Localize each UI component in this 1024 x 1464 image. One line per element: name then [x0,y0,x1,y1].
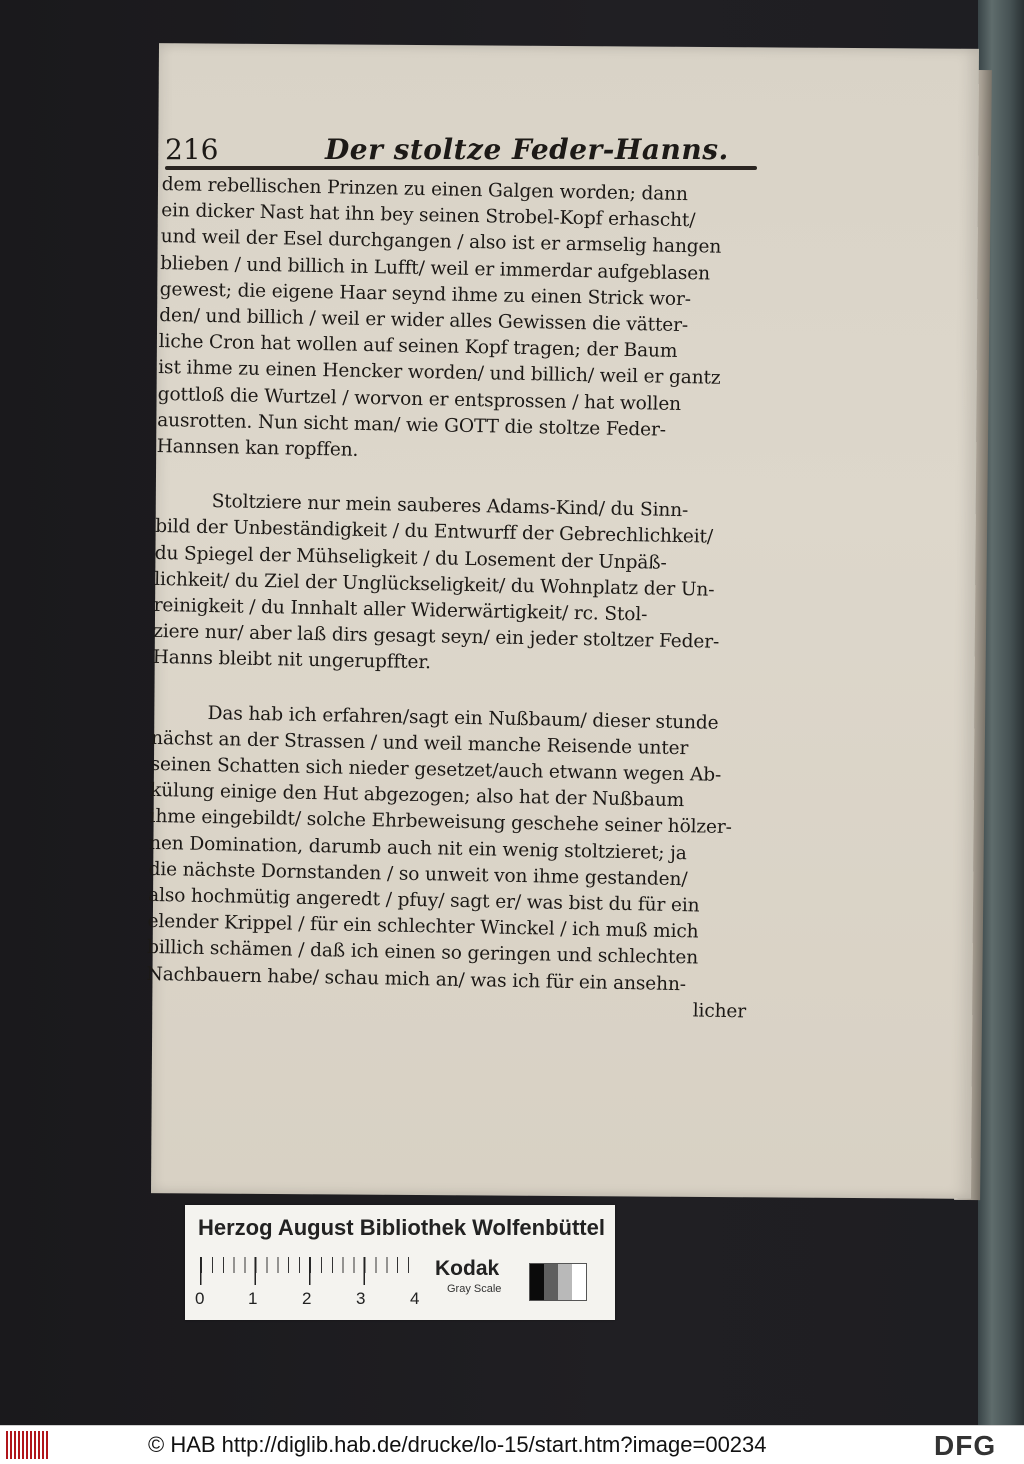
text-line: ein dicker Nast hat ihn bey seinen Strobel-Kopf erhascht/ [161,200,696,232]
gray-patch [558,1264,572,1300]
ruler-number: 1 [248,1289,258,1308]
text-line: dem rebellischen Prinzen zu einen Galgen worden; dann [161,173,689,206]
ruler-number: 3 [356,1289,366,1308]
gray-patch [572,1264,586,1300]
header-rule [165,166,757,170]
text-line: nen Domination, darumb auch nit ein wenig stoltzieret; ja [148,832,687,864]
text-line: nächst an der Strassen / und weil manche Reisende unter [150,727,689,760]
hab-barcode-logo-icon [6,1431,48,1459]
paragraph [156,172,761,472]
text-line: Hannsen kan ropffen. [156,435,359,461]
ruler-number: 2 [302,1289,312,1308]
text-line: gewest; die eigene Haar seynd ihme zu einen Strick wor- [159,278,692,310]
paragraph [146,700,752,1026]
page-header [165,120,755,166]
text-line: Stoltziere nur mein sauberes Adams-Kind/ du Sinn- [211,491,689,522]
running-head: Der stoltze Feder-Hanns. [325,133,729,166]
text-line: Das hab ich erfahren/sagt ein Nußbaum/ dieser stunde [207,702,719,734]
text-line: ist ihme zu einen Hencker worden/ und billich/ weil er gantz [158,357,721,390]
text-line: ausrotten. Nun sicht man/ wie GOTT die stoltze Feder- [157,409,667,441]
scale-ruler-major-ticks [200,1257,418,1285]
text-line: gottloß die Wurtzel / worvon er entsprossen / hat wollen [157,383,682,415]
ruler-number: 4 [410,1289,420,1308]
text-line: billich schämen / daß ich einen so geringen und schlechten [146,937,699,969]
source-url[interactable]: © HAB http://diglib.hab.de/drucke/lo-15/start.htm?image=00234 [148,1432,767,1457]
page-number: 216 [165,133,219,166]
ruler-number: 0 [195,1289,205,1308]
gray-scale-label: Gray Scale [447,1283,502,1295]
library-name: Herzog August Bibliothek Wolfenbüttel [198,1215,605,1240]
catchword: licher [692,1000,747,1023]
dfg-logo: DFG [934,1430,997,1461]
text-line: külung einige den Hut abgezogen; also hat der Nußbaum [149,780,685,812]
viewer-footer [0,1425,1024,1464]
text-line: Nachbauern habe/ schau mich an/ was ich für ein ansehn- [146,963,687,995]
kodak-brand: Kodak [435,1257,500,1280]
paragraph [152,488,755,683]
text-line: und weil der Esel durchgangen / also ist er armselig hangen [160,226,722,259]
gray-patch [544,1264,558,1300]
text-line: seinen Schatten sich nieder gesetzet/auch etwann wegen Ab- [150,753,722,786]
text-line: ziere nur/ aber laß dirs gesagt seyn/ ein jeder stoltzer Feder- [152,621,720,654]
text-line: ihme eingebildt/ solche Ehrbeweisung geschehe seiner hölzer- [149,806,732,839]
gray-patch [530,1264,544,1300]
text-line: lichkeit/ du Ziel der Unglückseligkeit/ du Wohnplatz der Un- [153,568,715,601]
text-line: Hanns bleibt nit ungerupffter. [152,647,432,674]
text-line: du Spiegel der Mühseligkeit / du Losement der Unpäß- [154,542,667,574]
ruler-numbers [195,1289,435,1311]
text-line: reinigkeit / du Innhalt aller Widerwärtigkeit/ rc. Stol- [153,594,648,626]
text-line: bild der Unbeständigkeit / du Entwurff der Gebrechlichkeit/ [154,516,714,549]
text-line: die nächste Dornstanden / so unweit von ihme gestanden/ [148,858,688,891]
text-line: den/ und billich / weil er wider alles Gewissen die vätter- [159,304,689,337]
text-line: also hochmütig angeredt / pfuy/ sagt er/ was bist du für ein [147,884,700,917]
gray-scale-patches [529,1263,587,1301]
text-line: blieben / und billich in Lufft/ weil er immerdar aufgeblasen [160,252,711,285]
text-line: elender Krippel / für ein schlechter Winckel / ich muß mich [147,911,699,943]
body-text [146,172,762,1025]
text-line: liche Cron hat wollen auf seinen Kopf tragen; der Baum [158,331,678,363]
color-calibration-card [185,1205,615,1320]
